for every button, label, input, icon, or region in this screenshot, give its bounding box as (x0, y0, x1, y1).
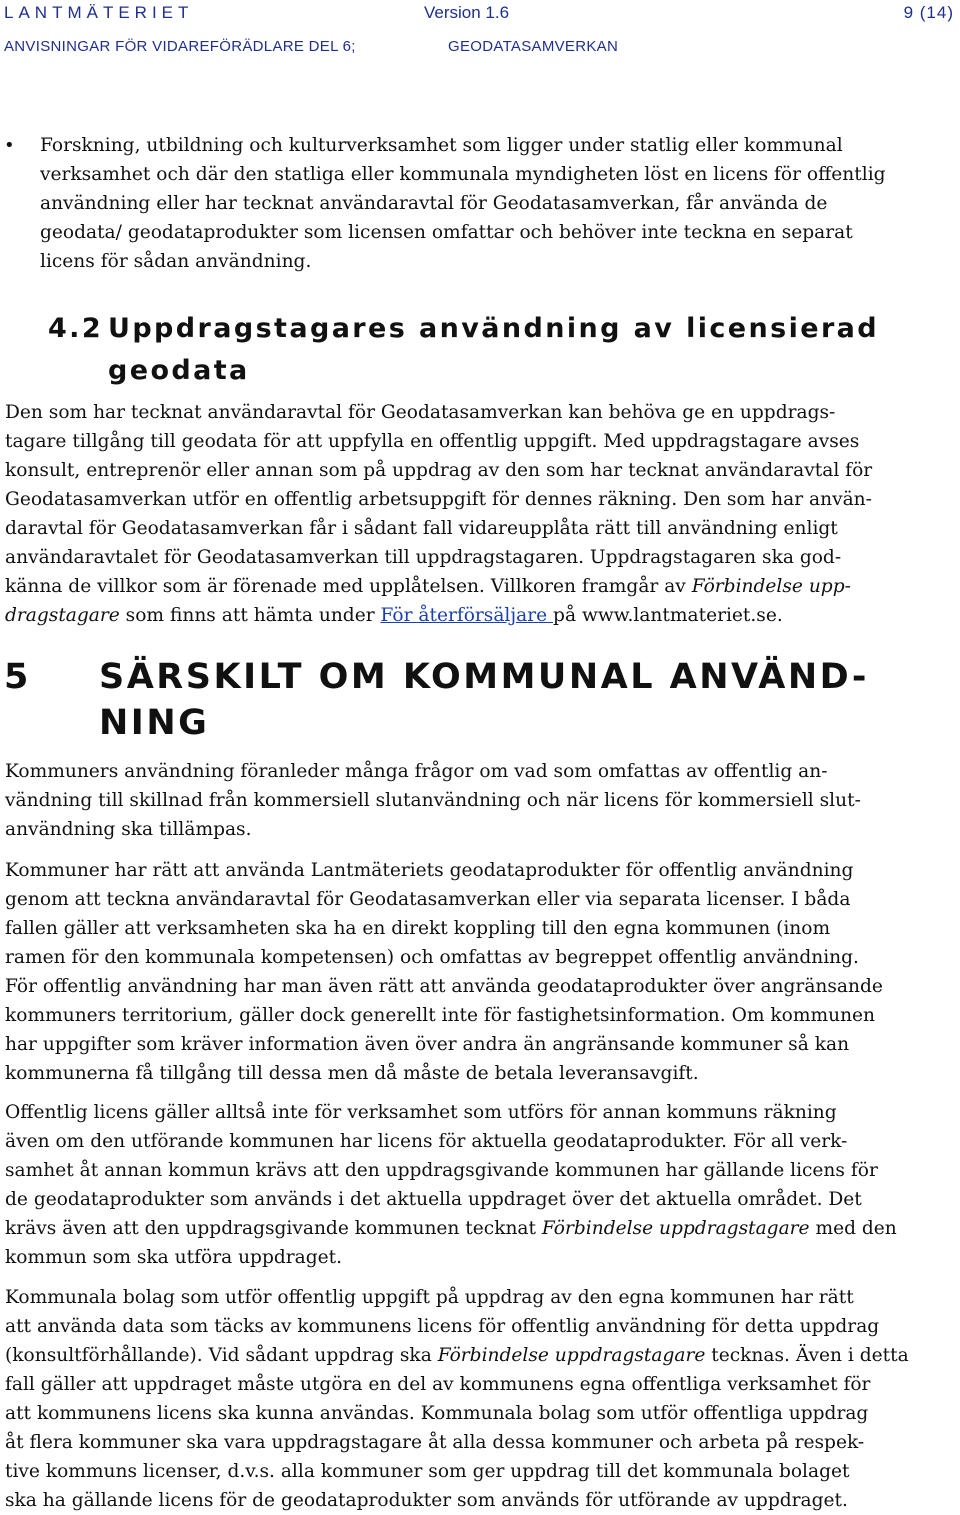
text-fragment: på www.lantmateriet.se. (553, 605, 783, 626)
text-line: Kommuner har rätt att använda Lantmäteriets geodataprodukter för offentlig användning (5, 860, 854, 881)
section-number: 5 (4, 657, 31, 697)
text-fragment: som finns att hämta under (119, 605, 381, 626)
text-line: samhet åt annan kommun krävs att den uppdragsgivande kommunen har gällande licens för (5, 1160, 878, 1181)
text-line (5, 1341, 955, 1370)
text-line: användaravtalet för Geodatasamverkan till uppdragstagaren. Uppdragstagaren ska god- (5, 547, 842, 568)
section-5-heading (4, 654, 869, 746)
header-version: Version 1.6 (424, 3, 510, 22)
text-line: tagare tillgång till geodata för att uppfylla en offentlig uppgift. Med uppdragstagare avses (5, 431, 860, 452)
section-5-paragraph-3 (5, 1098, 955, 1272)
document-title-italic: dragstagare (5, 605, 120, 626)
document-title-italic: Förbindelse uppdragstagare (437, 1345, 706, 1366)
text-line: kommuners territorium, gäller dock generellt inte för fastighetsinformation. Om kommunen (5, 1005, 876, 1026)
text-line: de geodataprodukter som används i det aktuella uppdraget över det aktuella området. Det (5, 1189, 862, 1210)
text-line: Kommunala bolag som utför offentlig uppgift på uppdrag av den egna kommunen har rätt (5, 1287, 854, 1308)
text-line: även om den utförande kommunen har licens för aktuella geodataprodukter. För all verk- (5, 1131, 848, 1152)
text-line (5, 572, 955, 601)
text-line: För offentlig användning har man även rätt att använda geodataprodukter över angränsande (5, 976, 883, 997)
text-fragment: (konsultförhållande). Vid sådant uppdrag ska (5, 1345, 438, 1366)
text-line: ramen för den kommunala kompetensen) och omfattas av begreppet offentlig användning. (5, 947, 859, 968)
text-line: licens för sådan användning. (40, 251, 312, 272)
text-line: verksamhet och där den statliga eller kommunala myndigheten löst en licens för offentlig (40, 164, 886, 185)
section-title-line-2: NING (99, 703, 210, 743)
text-fragment: känna de villkor som är förenade med upplåtelsen. Villkoren framgår av (5, 576, 692, 597)
text-line: användning ska tillämpas. (5, 819, 252, 840)
section-4-2-paragraph (5, 398, 955, 630)
text-line: fallen gäller att verksamheten ska ha en direkt koppling till den egna kommunen (inom (5, 918, 831, 939)
aterforsaljare-link[interactable]: För återförsäljare (380, 605, 554, 626)
text-line (5, 601, 955, 630)
text-fragment: tecknas. Även i detta (705, 1345, 909, 1366)
document-title-italic: Förbindelse upp- (691, 576, 851, 597)
text-line: Offentlig licens gäller alltså inte för verksamhet som utförs för annan kommuns räkning (5, 1102, 837, 1123)
text-line: konsult, entreprenör eller annan som på uppdrag av den som har tecknat användaravtal för (5, 460, 873, 481)
text-line: Den som har tecknat användaravtal för Geodatasamverkan kan behöva ge en uppdrags- (5, 402, 836, 423)
section-5-paragraph-1 (5, 757, 955, 844)
bullet-icon: • (4, 135, 15, 156)
text-line: fall gäller att uppdraget måste utgöra en del av kommunens egna offentliga verksamhet för (5, 1374, 871, 1395)
text-line (5, 1214, 955, 1243)
bullet-item (4, 131, 930, 276)
section-5-paragraph-2 (5, 856, 955, 1088)
text-line: åt flera kommuner ska vara uppdragstagare åt alla dessa kommuner och arbeta på respek- (5, 1432, 865, 1453)
header-topic: GEODATASAMVERKAN (448, 38, 619, 55)
text-line: genom att teckna användaravtal för Geodatasamverkan eller via separata licenser. I båda (5, 889, 851, 910)
section-title-line-1: SÄRSKILT OM KOMMUNAL ANVÄND- (99, 657, 869, 697)
text-line: ska ha gällande licens för de geodataprodukter som används för utförande av uppdraget. (5, 1490, 848, 1511)
text-line: att använda data som täcks av kommunens licens för offentlig användning för detta uppdrag (5, 1316, 880, 1337)
section-title-line-1: Uppdragstagares användning av licensierad (108, 313, 880, 344)
document-title-italic: Förbindelse uppdragstagare (541, 1218, 810, 1239)
text-line: tive kommuns licenser, d.v.s. alla kommuner som ger uppdrag till det kommunala bolaget (5, 1461, 850, 1482)
text-line: geodata/ geodataprodukter som licensen omfattar och behöver inte teckna en separat (40, 222, 853, 243)
section-5-paragraph-4 (5, 1283, 955, 1515)
section-title-line-2: geodata (108, 355, 250, 386)
text-line: har uppgifter som kräver information även över andra än angränsande kommuner så kan (5, 1034, 850, 1055)
text-fragment: krävs även att den uppdragsgivande kommunen tecknat (5, 1218, 542, 1239)
text-line: kommunerna få tillgång till dessa men då måste de betala leveransavgift. (5, 1063, 699, 1084)
text-line: Geodatasamverkan utför en offentlig arbetsuppgift för dennes räkning. Den som har använ- (5, 489, 872, 510)
header-series-title: ANVISNINGAR FÖR VIDAREFÖRÄDLARE DEL 6; (4, 38, 356, 55)
text-line: att kommunens licens ska kunna användas. Kommunala bolag som utför offentliga uppdrag (5, 1403, 869, 1424)
header-page-number: 9 (14) (903, 3, 954, 22)
text-line: Kommuners användning föranleder många frågor om vad som omfattas av offentlig an- (5, 761, 828, 782)
section-number: 4.2 (48, 313, 104, 344)
text-fragment: med den (809, 1218, 897, 1239)
header-organization: LANTMÄTERIET (4, 3, 194, 22)
text-line: daravtal för Geodatasamverkan får i sådant fall vidareupplåta rätt till användning enligt (5, 518, 838, 539)
text-line: vändning till skillnad från kommersiell slutanvändning och när licens för kommersiell slut- (5, 790, 861, 811)
section-4-2-heading (48, 308, 879, 392)
text-line: användning eller har tecknat användaravtal för Geodatasamverkan, får använda de (40, 193, 828, 214)
text-line: kommun som ska utföra uppdraget. (5, 1247, 343, 1268)
text-line: Forskning, utbildning och kulturverksamhet som ligger under statlig eller kommunal (40, 135, 843, 156)
